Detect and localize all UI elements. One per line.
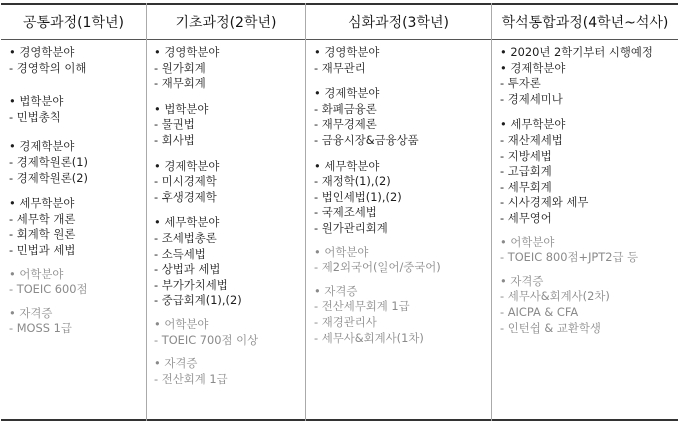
section-heading: • 어학분야	[154, 316, 209, 331]
section-heading: • 세무학분야	[154, 215, 220, 230]
section-heading: • 경영학분야	[314, 45, 380, 59]
course-item: - 세무회계	[500, 179, 552, 194]
course-item: - 시사경제와 세무	[500, 195, 589, 210]
curriculum-section	[500, 45, 676, 107]
curriculum-section	[9, 267, 143, 298]
column-divider	[491, 3, 492, 421]
curriculum-section	[154, 45, 302, 92]
section-heading: • 2020년 2학기부터 시행예정	[500, 45, 653, 59]
curriculum-section	[154, 159, 302, 206]
course-item: - 세무사&회계사(2차)	[500, 289, 610, 304]
course-item: - 원가관리회계	[314, 220, 388, 235]
course-item: - 경제학원론(1)	[9, 154, 88, 169]
course-item: - 재경관리사	[314, 314, 377, 329]
course-item: • 경제학분야	[500, 60, 566, 75]
section-heading: • 세무학분야	[500, 117, 566, 132]
column-divider	[146, 3, 147, 421]
section-heading: • 경제학분야	[314, 86, 380, 101]
course-item: - 전산회계 1급	[154, 371, 228, 386]
table-header-rule	[1, 39, 678, 40]
column-year1	[9, 45, 143, 337]
curriculum-section	[500, 235, 676, 266]
course-item: - 상법과 세법	[154, 262, 221, 277]
section-heading: • 자격증	[9, 305, 53, 320]
curriculum-section	[500, 274, 676, 336]
section-heading: • 어학분야	[9, 266, 64, 281]
course-item: - 국제조세법	[314, 205, 377, 220]
course-item: - 물권법	[154, 117, 195, 132]
column-year3	[314, 45, 489, 346]
column-header-year4: 학석통합과정(4학년~석사)	[501, 15, 669, 31]
course-item: - 후생경제학	[154, 189, 217, 204]
curriculum-section	[314, 159, 489, 237]
curriculum-section	[314, 245, 489, 276]
course-item: - 제2외국어(일어/중국어)	[314, 260, 441, 275]
course-item: - MOSS 1급	[9, 321, 72, 336]
curriculum-section	[9, 139, 143, 186]
course-item: - 재무회계	[154, 76, 206, 91]
curriculum-section	[154, 356, 302, 387]
section-heading: • 세무학분야	[9, 196, 75, 211]
course-item: - 지방세법	[500, 148, 552, 163]
section-heading: • 경제학분야	[9, 139, 75, 154]
curriculum-section	[314, 45, 489, 76]
column-year4	[500, 45, 676, 336]
column-header-year1: 공통과정(1학년)	[23, 15, 124, 31]
curriculum-section	[154, 215, 302, 309]
course-item: - 재정학(1),(2)	[314, 174, 391, 189]
curriculum-section	[314, 86, 489, 148]
course-item: - 회계학 원론	[9, 227, 76, 242]
course-item: - 회사법	[154, 132, 195, 147]
course-item: - 미시경제학	[154, 174, 217, 189]
section-heading: • 법학분야	[9, 94, 64, 109]
course-item: - 인턴쉽 & 교환학생	[500, 320, 601, 335]
curriculum-section	[9, 94, 143, 125]
column-divider	[305, 3, 306, 421]
course-item: - 재무관리	[314, 60, 366, 75]
course-item: - 법인세법(1),(2)	[314, 189, 402, 204]
section-heading: • 경제학분야	[154, 158, 220, 173]
section-heading: • 경영학분야	[154, 45, 220, 59]
course-item: - 소득세법	[154, 246, 206, 261]
course-item: - TOEIC 700점 이상	[154, 332, 259, 347]
table-bottom-rule	[1, 419, 678, 421]
course-item: - 세무사&회계사(1차)	[314, 330, 424, 345]
course-item: - 조세법총론	[154, 230, 217, 245]
section-heading: • 법학분야	[154, 101, 209, 116]
section-heading: • 자격증	[314, 283, 358, 298]
curriculum-section	[9, 306, 143, 337]
course-item: - 금융시장&금융상품	[314, 132, 419, 147]
column-year2	[154, 45, 302, 387]
curriculum-section	[154, 317, 302, 348]
section-heading: • 세무학분야	[314, 158, 380, 173]
section-heading: • 경영학분야	[9, 45, 75, 59]
course-item: - 경영학의 이해	[9, 60, 87, 75]
course-item: - 민법총칙	[9, 109, 61, 124]
curriculum-section	[9, 196, 143, 258]
course-item: - 세무학 개론	[9, 211, 76, 226]
course-item: - 경제세미나	[500, 91, 563, 106]
curriculum-section	[154, 102, 302, 149]
course-item: - 세무영어	[500, 210, 552, 225]
course-item: - 투자론	[500, 76, 541, 91]
section-heading: • 어학분야	[314, 244, 369, 259]
course-item: - TOEIC 600점	[9, 282, 88, 297]
course-item: - 중급회계(1),(2)	[154, 293, 242, 308]
section-heading: • 자격증	[500, 273, 544, 288]
course-item: - 부가가치세법	[154, 277, 228, 292]
course-item: - TOEIC 800점+JPT2급 등	[500, 250, 639, 265]
course-item: - 원가회계	[154, 60, 206, 75]
curriculum-section	[9, 45, 143, 76]
course-item: - 재무경제론	[314, 117, 377, 132]
course-item: - 전산세무회계 1급	[314, 299, 410, 314]
curriculum-table	[1, 3, 678, 421]
course-item: - 재산제세법	[500, 132, 563, 147]
section-heading: • 자격증	[154, 356, 198, 371]
course-item: - 민법과 세법	[9, 242, 76, 257]
course-item: - AICPA & CFA	[500, 304, 579, 319]
course-item: - 화폐금융론	[314, 101, 377, 116]
course-item: - 고급회계	[500, 164, 552, 179]
curriculum-section	[500, 117, 676, 226]
section-heading: • 어학분야	[500, 234, 555, 249]
curriculum-section	[314, 284, 489, 346]
column-header-year3: 심화과정(3학년)	[348, 15, 449, 31]
column-header-year2: 기초과정(2학년)	[175, 15, 277, 31]
course-item: - 경제학원론(2)	[9, 170, 88, 185]
